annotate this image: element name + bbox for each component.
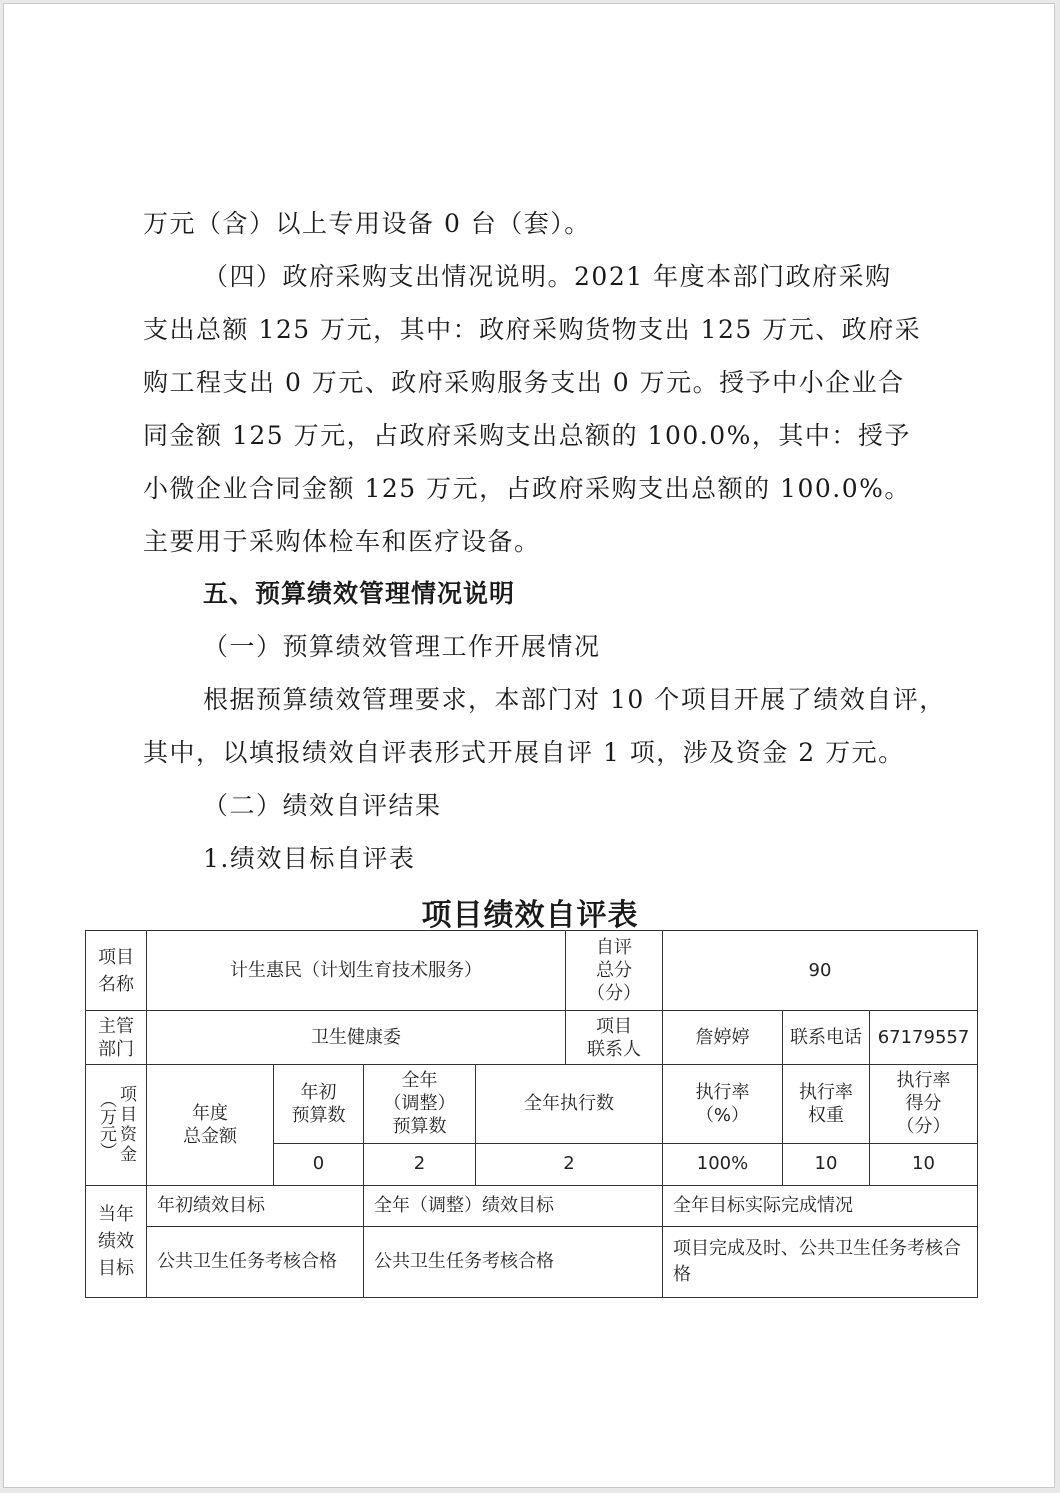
table-row (86, 1227, 978, 1298)
actual-completion-value: 项目完成及时、公共卫生任务考核合格 (663, 1227, 978, 1298)
table-row (86, 1186, 978, 1227)
rate-score-header-text: 执行率 得分 （分） (896, 1070, 951, 1138)
adjusted-budget-value: 2 (364, 1143, 476, 1185)
table-title: 项目绩效自评表 (421, 898, 639, 933)
subsection-heading: （二）绩效自评结果 (203, 791, 442, 820)
rate-score-header (870, 1065, 978, 1144)
rate-value: 100% (663, 1143, 783, 1185)
phone-label: 联系电话 (783, 1011, 870, 1065)
initial-budget-header-text: 年初 预算数 (291, 1081, 346, 1126)
table-row (86, 1011, 978, 1065)
paragraph-line: 其中，以填报绩效自评表形式开展自评 1 项，涉及资金 2 万元。 (143, 738, 905, 767)
weight-value: 10 (783, 1143, 870, 1185)
list-item: 1.绩效目标自评表 (203, 844, 416, 873)
initial-budget-value: 0 (274, 1143, 364, 1185)
executed-value: 2 (476, 1143, 663, 1185)
total-amount-header-text: 年度 总金额 (183, 1103, 237, 1147)
weight-header (783, 1065, 870, 1144)
paragraph-line: 同金额 125 万元，占政府采购支出总额的 100.0%，其中：授予 (143, 421, 911, 450)
rate-header-text: 执行率 （%） (695, 1081, 750, 1126)
project-name-value: 计生惠民（计划生育技术服务） (147, 931, 566, 1011)
adjusted-budget-header-text: 全年 （调整） 预算数 (383, 1070, 456, 1138)
phone-value: 67179557 (870, 1011, 978, 1065)
actual-completion-header: 全年目标实际完成情况 (663, 1186, 978, 1227)
adjusted-budget-header (364, 1065, 476, 1144)
project-name-label (86, 931, 147, 1011)
contact-label-text: 项目 联系人 (587, 1015, 641, 1060)
funds-unit-label: （万元） (96, 1091, 116, 1159)
table-row (86, 931, 978, 1011)
table-row (86, 1065, 978, 1144)
dept-label-text: 主管 部门 (98, 1015, 134, 1060)
score-label (566, 931, 663, 1011)
subsection-heading: （一）预算绩效管理工作开展情况 (203, 632, 601, 661)
dept-label (86, 1011, 147, 1065)
paragraph-line: 支出总额 125 万元，其中：政府采购货物支出 125 万元、政府采 (143, 315, 922, 344)
paragraph-line: 小微企业合同金额 125 万元，占政府采购支出总额的 100.0%。 (143, 474, 911, 503)
rate-score-value: 10 (870, 1143, 978, 1185)
funds-label (86, 1065, 147, 1186)
initial-goal-value: 公共卫生任务考核合格 (147, 1227, 364, 1298)
initial-goal-header: 年初绩效目标 (147, 1186, 364, 1227)
total-amount-header (147, 1065, 274, 1186)
score-value: 90 (663, 931, 978, 1011)
goal-label-text: 当年 绩效 目标 (98, 1204, 134, 1279)
adjusted-goal-value: 公共卫生任务考核合格 (364, 1227, 663, 1298)
goal-label (86, 1186, 147, 1298)
contact-value: 詹婷婷 (663, 1011, 783, 1065)
rate-header (663, 1065, 783, 1144)
weight-header-text: 执行率 权重 (799, 1081, 853, 1126)
contact-label (566, 1011, 663, 1065)
section-heading: 五、预算绩效管理情况说明 (203, 579, 516, 608)
project-name-label-text: 项目 名称 (98, 946, 134, 995)
paragraph-line: 主要用于采购体检车和医疗设备。 (143, 527, 541, 556)
score-label-text: 自评 总分 （分） (587, 937, 641, 1004)
performance-evaluation-table (85, 930, 978, 1298)
dept-value: 卫生健康委 (147, 1011, 566, 1065)
executed-header: 全年执行数 (476, 1065, 663, 1144)
funds-title-label: 项目资金 (116, 1085, 136, 1165)
paragraph-line: （四）政府采购支出情况说明。2021 年度本部门政府采购 (203, 262, 892, 291)
paragraph-line: 根据预算绩效管理要求，本部门对 10 个项目开展了绩效自评， (203, 685, 946, 714)
paragraph-line: 购工程支出 0 万元、政府采购服务支出 0 万元。授予中小企业合 (143, 368, 905, 397)
adjusted-goal-header: 全年（调整）绩效目标 (364, 1186, 663, 1227)
paragraph-line: 万元（含）以上专用设备 0 台（套）。 (143, 209, 591, 238)
initial-budget-header (274, 1065, 364, 1144)
